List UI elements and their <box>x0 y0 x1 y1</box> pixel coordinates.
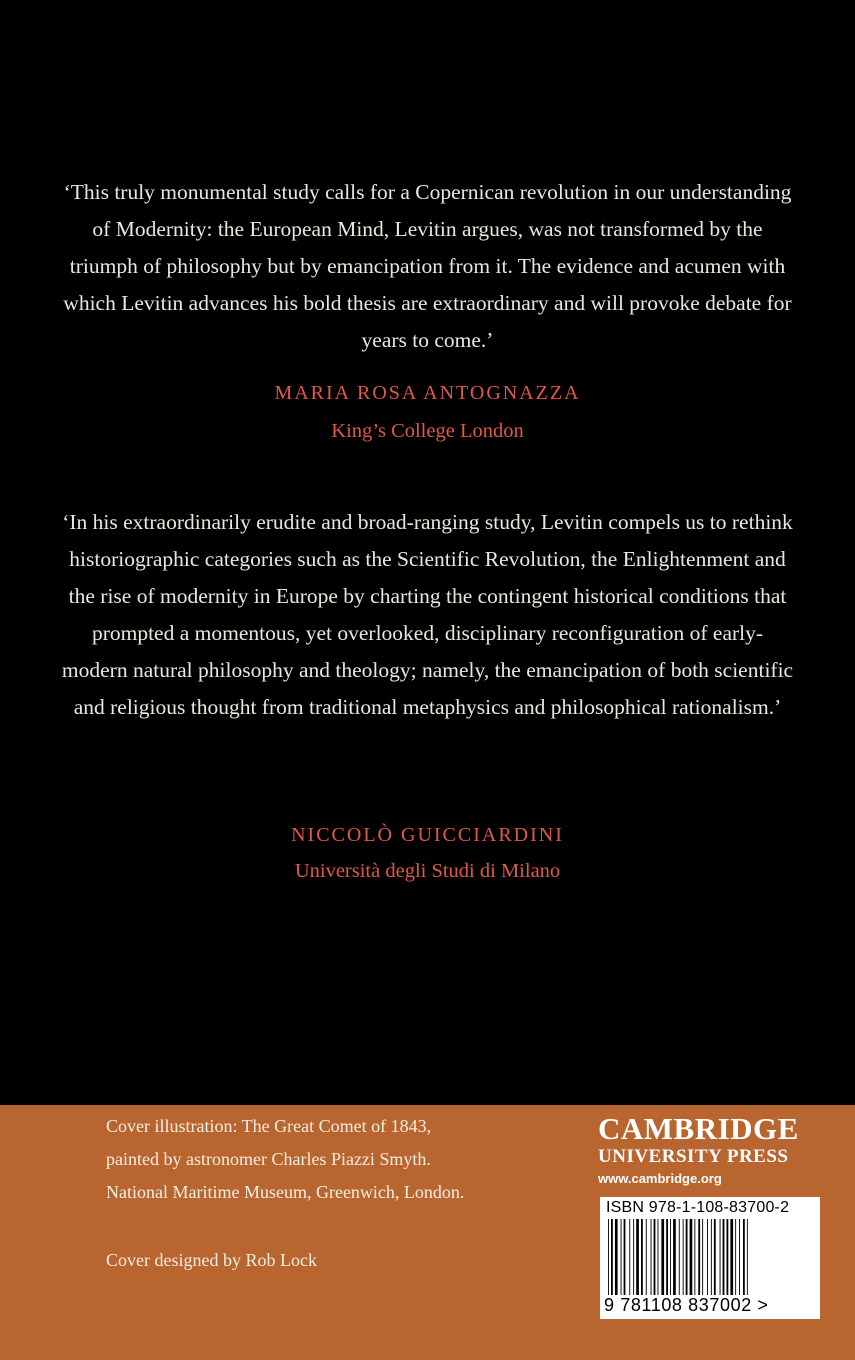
publisher-subname: UNIVERSITY PRESS <box>598 1146 789 1167</box>
barcode-bar <box>621 1219 622 1295</box>
isbn-barcode <box>600 1197 820 1319</box>
publisher-url: www.cambridge.org <box>598 1171 722 1186</box>
barcode-bar <box>658 1219 659 1295</box>
barcode-bar <box>707 1219 708 1295</box>
barcode-bar <box>683 1219 684 1295</box>
barcode-bar <box>743 1219 745 1295</box>
review-author-1: MARIA ROSA ANTOGNAZZA <box>274 382 581 404</box>
review-affiliation-2: Università degli Studi di Milano <box>294 860 561 882</box>
review-quote-2: ‘In his extraordinarily erudite and broad-ranging study, Levitin compels us to rethink historiographic categories such as the Scientific Revolution, the Enlightenment and the rise of modernity in Europe by charting the contingent historical conditions that prompted a momentous, yet overlooked, disciplinary reconfiguration of early-modern natural philosophy and theology; namely, the emancipation of both scientific and religious thought from traditional metaphysics and philosophical rationalism.’ <box>61 510 794 719</box>
barcode-bar <box>624 1219 626 1295</box>
barcode-bar <box>646 1219 647 1295</box>
barcode-bar <box>727 1219 729 1295</box>
barcode-bar <box>666 1219 668 1295</box>
barcode-bar <box>735 1219 736 1295</box>
barcode-bar <box>686 1219 688 1295</box>
barcode-bar <box>720 1219 721 1295</box>
barcode-bar <box>641 1219 643 1295</box>
barcode-bar <box>670 1219 671 1295</box>
barcode-bar <box>615 1219 618 1295</box>
barcode-bar <box>711 1219 712 1295</box>
barcode-bar <box>730 1219 733 1295</box>
barcode-bar <box>679 1219 680 1295</box>
credit-line-1: Cover illustration: The Great Comet of 1843, <box>106 1116 432 1136</box>
barcode-bar <box>611 1219 613 1295</box>
isbn-label: ISBN 978-1-108-83700-2 <box>606 1199 790 1216</box>
barcode-digits: 9 781108 837002 > <box>604 1295 769 1315</box>
barcode-bar <box>690 1219 693 1295</box>
review-affiliation-1: King’s College London <box>331 420 524 442</box>
publisher-name: CAMBRIDGE <box>598 1111 799 1146</box>
barcode-bar <box>633 1219 634 1295</box>
barcode-bar <box>673 1219 676 1295</box>
barcode-bar <box>723 1219 725 1295</box>
cover-illustration-credit <box>106 1110 464 1209</box>
barcode-bar <box>694 1219 695 1295</box>
cover-designer-credit: Cover designed by Rob Lock <box>106 1250 317 1270</box>
credit-line-3: National Maritime Museum, Greenwich, London. <box>106 1182 465 1202</box>
barcode-bar <box>608 1219 609 1295</box>
barcode-bar <box>747 1219 748 1295</box>
barcode-bar <box>661 1219 664 1295</box>
barcode-bar <box>629 1219 630 1295</box>
review-quote-1: ‘This truly monumental study calls for a Copernican revolution in our understanding of Modernity: the European Mind, Levitin argues, was not transformed by the triumph of philosophy but by emancipation from it. The evidence and acumen with which Levitin advances his bold thesis are extraordinary and will provoke debate for years to come.’ <box>63 180 792 352</box>
barcode-bar <box>739 1219 740 1295</box>
review-author-2: NICCOLÒ GUICCIARDINI <box>291 824 564 846</box>
publisher-logo <box>598 1112 822 1188</box>
barcode-bar <box>636 1219 639 1295</box>
barcode-bar <box>651 1219 652 1295</box>
barcode-bar <box>702 1219 703 1295</box>
barcode-bar <box>654 1219 656 1295</box>
barcode-bars <box>604 1219 816 1295</box>
barcode-bar <box>714 1219 716 1295</box>
barcode-bar <box>698 1219 700 1295</box>
credit-line-2: painted by astronomer Charles Piazzi Smyth. <box>106 1149 431 1169</box>
